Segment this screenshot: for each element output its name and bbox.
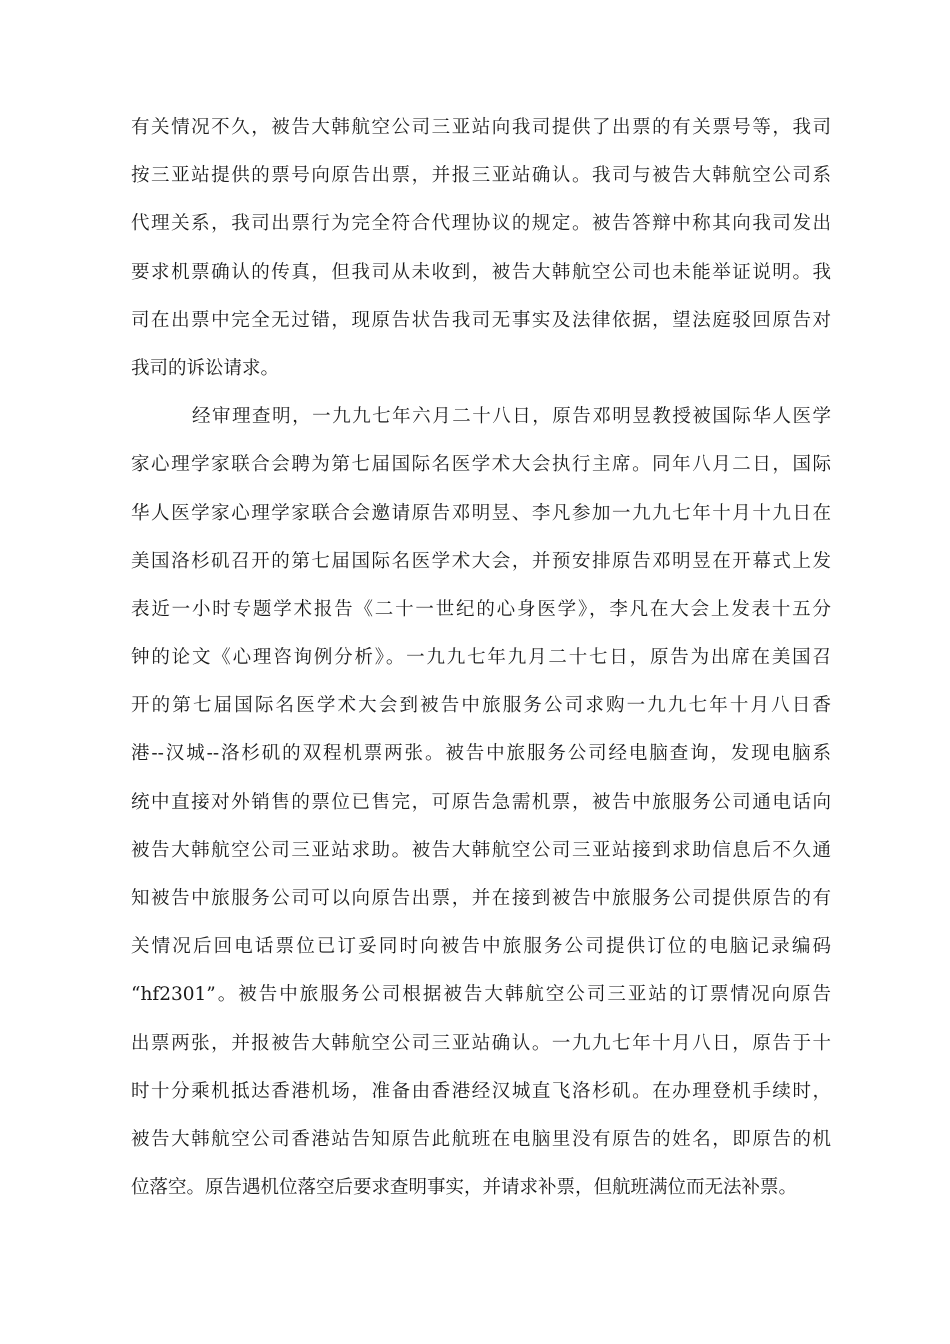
- paragraph-1: [131, 104, 831, 393]
- text-line: 代理关系，我司出票行为完全符合代理协议的规定。被告答辩中称其向我司发出: [131, 213, 831, 235]
- text-line: 关情况后回电话票位已订妥同时向被告中旅服务公司提供订位的电脑记录编码: [131, 936, 831, 958]
- document-body: [131, 104, 831, 1212]
- text-line: 华人医学家心理学家联合会邀请原告邓明昱、李凡参加一九九七年十月十九日在: [131, 502, 831, 524]
- text-line: “hf2301”。被告中旅服务公司根据被告大韩航空公司三亚站的订票情况向原告: [131, 984, 831, 1006]
- text-line: 按三亚站提供的票号向原告出票，并报三亚站确认。我司与被告大韩航空公司系: [131, 165, 831, 187]
- text-line: 位落空。原告遇机位落空后要求查明事实，并请求补票，但航班满位而无法补票。: [131, 1177, 798, 1199]
- text-line: 经审理查明，一九九七年六月二十八日，原告邓明昱教授被国际华人医学: [192, 406, 831, 428]
- text-line: 出票两张，并报被告大韩航空公司三亚站确认。一九九七年十月八日，原告于十: [131, 1032, 831, 1054]
- text-line: 时十分乘机抵达香港机场，准备由香港经汉城直飞洛杉矶。在办理登机手续时，: [131, 1080, 831, 1102]
- text-line: 美国洛杉矶召开的第七届国际名医学术大会，并预安排原告邓明昱在开幕式上发: [131, 550, 831, 572]
- text-line: 港--汉城--洛杉矶的双程机票两张。被告中旅服务公司经电脑查询，发现电脑系: [131, 743, 831, 765]
- text-line: 钟的论文《心理咨询例分析》。一九九七年九月二十七日，原告为出席在美国召: [131, 647, 831, 669]
- paragraph-2: [131, 393, 831, 1212]
- text-line: 表近一小时专题学术报告《二十一世纪的心身医学》，李凡在大会上发表十五分: [131, 598, 831, 620]
- text-line: 要求机票确认的传真，但我司从未收到，被告大韩航空公司也未能举证说明。我: [131, 261, 831, 283]
- text-line: 知被告中旅服务公司可以向原告出票，并在接到被告中旅服务公司提供原告的有: [131, 888, 831, 909]
- text-line: 被告大韩航空公司香港站告知原告此航班在电脑里没有原告的姓名，即原告的机: [131, 1128, 831, 1150]
- text-line: 被告大韩航空公司三亚站求助。被告大韩航空公司三亚站接到求助信息后不久通: [131, 839, 831, 861]
- text-line: 有关情况不久，被告大韩航空公司三亚站向我司提供了出票的有关票号等，我司: [131, 117, 831, 138]
- text-line: 家心理学家联合会聘为第七届国际名医学术大会执行主席。同年八月二日，国际: [131, 454, 831, 476]
- text-line: 开的第七届国际名医学术大会到被告中旅服务公司求购一九九七年十月八日香: [131, 695, 831, 717]
- text-line: 统中直接对外销售的票位已售完，可原告急需机票，被告中旅服务公司通电话向: [131, 791, 831, 813]
- text-line: 我司的诉讼请求。: [131, 357, 280, 379]
- text-line: 司在出票中完全无过错，现原告状告我司无事实及法律依据，望法庭驳回原告对: [131, 309, 831, 331]
